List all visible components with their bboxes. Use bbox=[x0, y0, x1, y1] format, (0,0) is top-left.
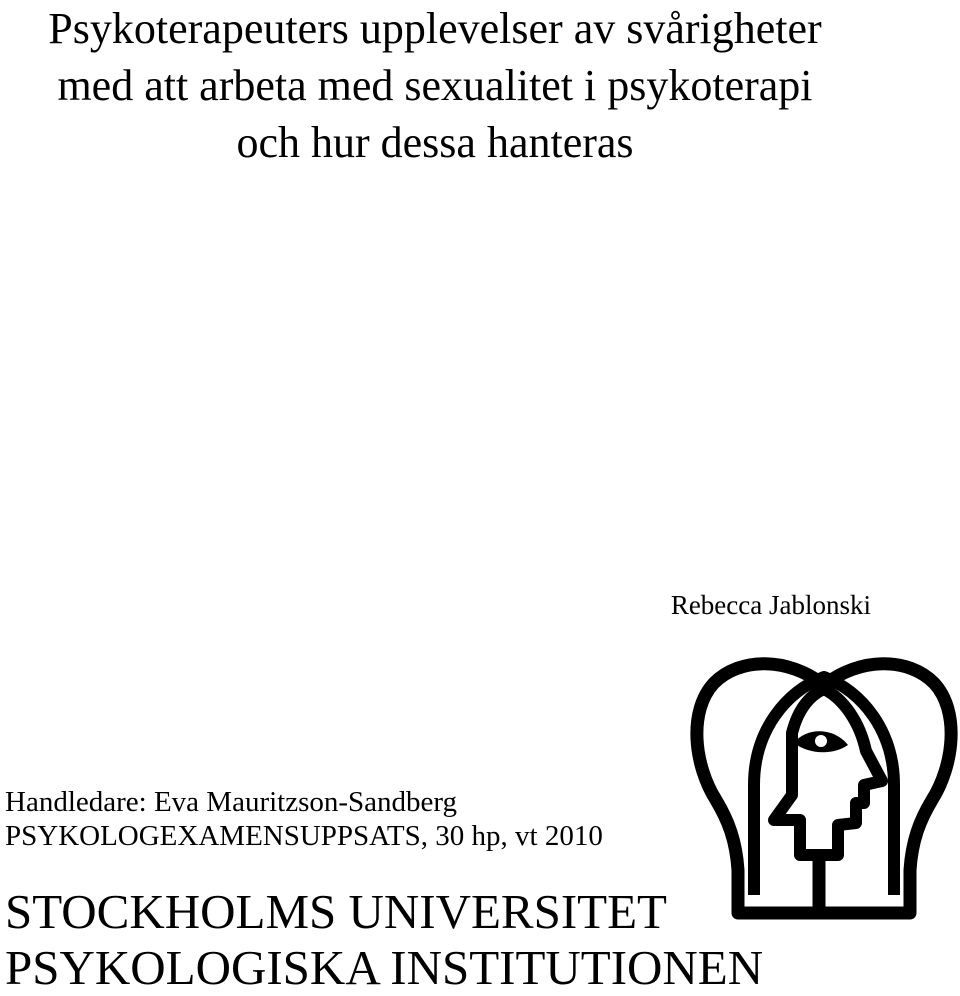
thesis-info: PSYKOLOGEXAMENSUPPSATS, 30 hp, vt 2010 bbox=[5, 820, 603, 852]
title-line-2: med att arbeta med sexualitet i psykoterapi bbox=[57, 61, 813, 110]
document-title bbox=[0, 0, 870, 171]
author-name: Rebecca Jablonski bbox=[670, 590, 871, 620]
department-name: PSYKOLOGISKA INSTITUTIONEN bbox=[5, 940, 764, 995]
university-name: STOCKHOLMS UNIVERSITET bbox=[5, 884, 667, 939]
title-line-3: och hur dessa hanteras bbox=[236, 118, 634, 167]
institution bbox=[5, 884, 763, 996]
thesis-meta bbox=[5, 785, 603, 853]
title-line-1: Psykoterapeuters upplevelser av svårigheter bbox=[48, 4, 822, 53]
supervisor: Handledare: Eva Mauritzson-Sandberg bbox=[5, 786, 458, 818]
